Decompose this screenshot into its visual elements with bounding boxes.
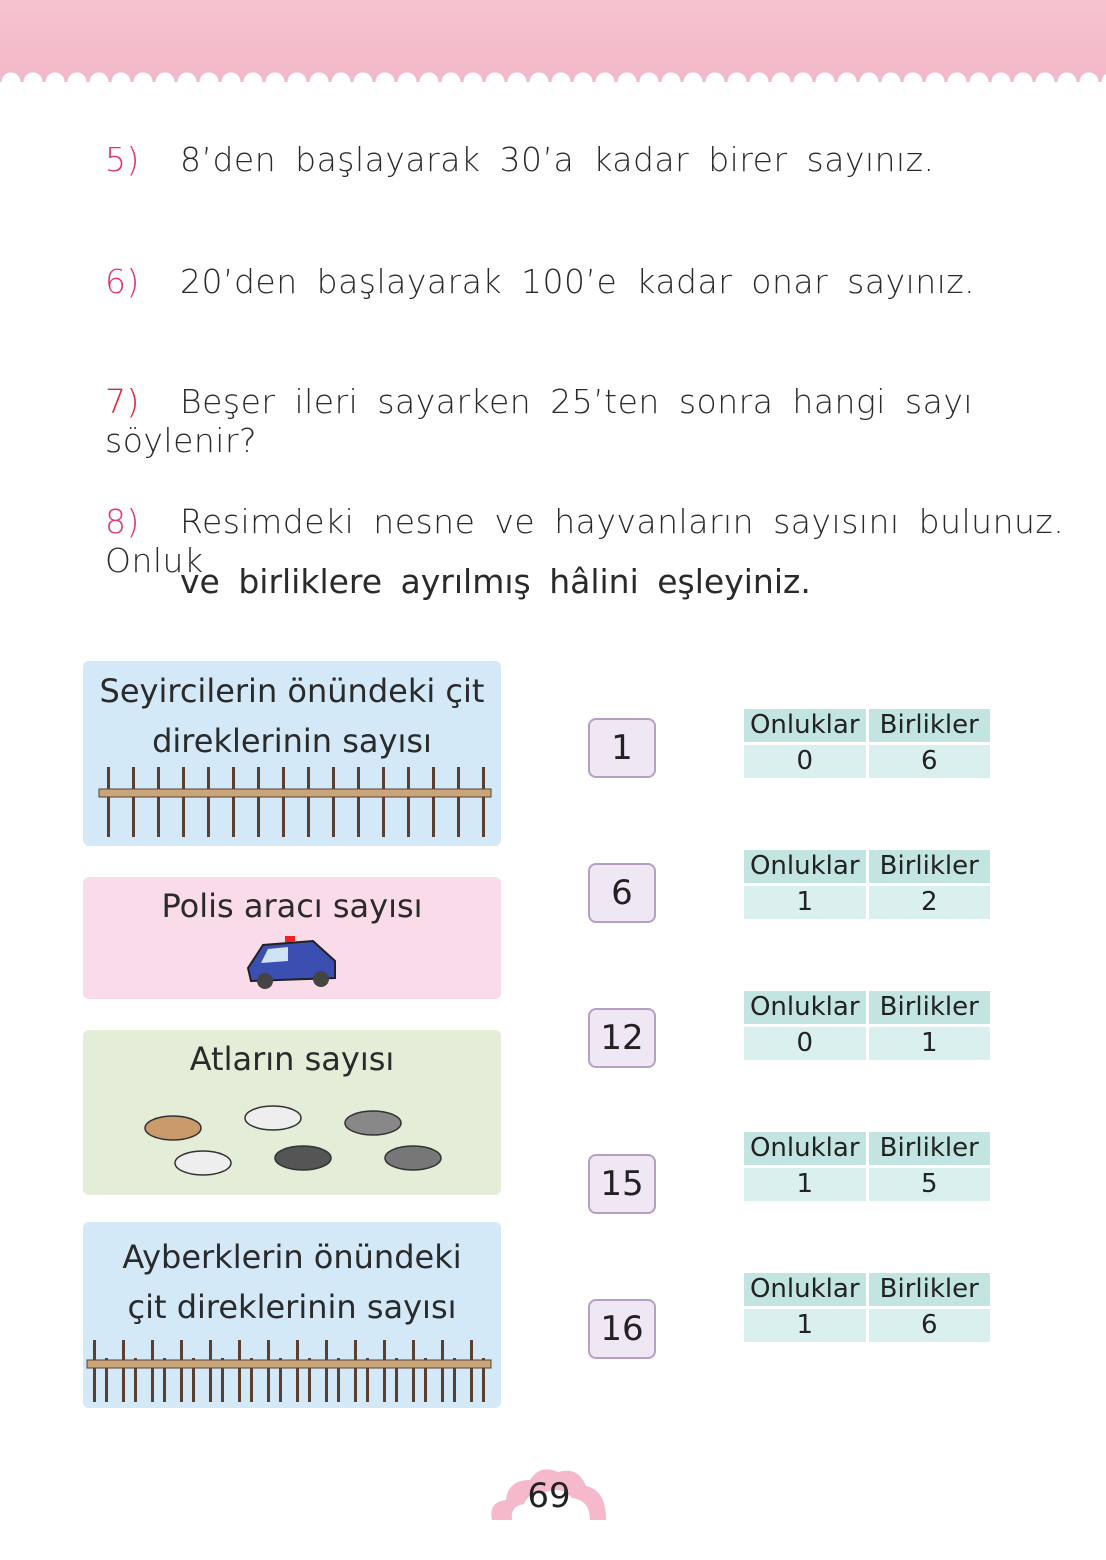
number-box[interactable]: 1 (588, 718, 656, 778)
tens-header: Onluklar (744, 1273, 866, 1306)
place-value-table[interactable] (744, 1273, 990, 1345)
banner-scallop-edge (0, 66, 1106, 82)
tens-header: Onluklar (744, 850, 866, 883)
question-text: 8’den başlayarak 30’a kadar birer sayınız. (180, 140, 935, 179)
fence-icon (97, 767, 497, 837)
number-box[interactable]: 16 (588, 1299, 656, 1359)
card-police-car (83, 877, 501, 999)
tens-value: 0 (744, 745, 866, 778)
question-text: Beşer ileri sayarken 25’ten sonra hangi sayı söylenir? (105, 382, 974, 460)
number-box[interactable]: 15 (588, 1154, 656, 1214)
ones-value: 6 (869, 745, 991, 778)
card-fence-posts-2 (83, 1222, 501, 1408)
question-number: 6) (105, 262, 140, 301)
question-7 (105, 382, 1106, 460)
card-horses (83, 1030, 501, 1195)
number-box[interactable]: 6 (588, 863, 656, 923)
question-8-line2: ve birliklere ayrılmış hâlini eşleyiniz. (180, 562, 811, 601)
ones-value: 2 (869, 886, 991, 919)
tens-header: Onluklar (744, 991, 866, 1024)
police-car-icon (243, 933, 343, 995)
ones-header: Birlikler (869, 850, 991, 883)
question-number: 7) (105, 382, 140, 421)
ones-header: Birlikler (869, 709, 991, 742)
page-number: 69 (527, 1476, 571, 1516)
question-number: 8) (105, 502, 140, 541)
tens-value: 1 (744, 1309, 866, 1342)
tens-header: Onluklar (744, 1132, 866, 1165)
question-text: Resimdeki nesne ve hayvanların sayısını bulunuz. Onluk (105, 502, 1065, 580)
place-value-table[interactable] (744, 850, 990, 922)
card-label: çit direklerinin sayısı (127, 1288, 457, 1326)
place-value-table[interactable] (744, 1132, 990, 1204)
ones-value: 1 (869, 1027, 991, 1060)
horses-icon (133, 1088, 463, 1188)
card-label: Atların sayısı (189, 1040, 395, 1078)
ones-header: Birlikler (869, 1132, 991, 1165)
number-box[interactable]: 12 (588, 1008, 656, 1068)
card-label: Ayberklerin önündeki (122, 1238, 462, 1276)
question-text: 20’den başlayarak 100’e kadar onar sayınız. (180, 262, 976, 301)
card-label: Polis aracı sayısı (161, 887, 423, 925)
tens-value: 1 (744, 886, 866, 919)
tens-value: 0 (744, 1027, 866, 1060)
page-number-badge (486, 1462, 612, 1526)
card-label: Seyircilerin önündeki çit (99, 672, 485, 710)
tens-header: Onluklar (744, 709, 866, 742)
fence-icon (85, 1340, 495, 1402)
place-value-table[interactable] (744, 709, 990, 781)
question-number: 5) (105, 140, 140, 179)
card-fence-posts-1 (83, 661, 501, 846)
question-5 (105, 140, 935, 179)
tens-value: 1 (744, 1168, 866, 1201)
place-value-table[interactable] (744, 991, 990, 1063)
ones-header: Birlikler (869, 991, 991, 1024)
ones-value: 6 (869, 1309, 991, 1342)
ones-header: Birlikler (869, 1273, 991, 1306)
card-label: direklerinin sayısı (152, 722, 432, 760)
ones-value: 5 (869, 1168, 991, 1201)
question-6 (105, 262, 975, 301)
